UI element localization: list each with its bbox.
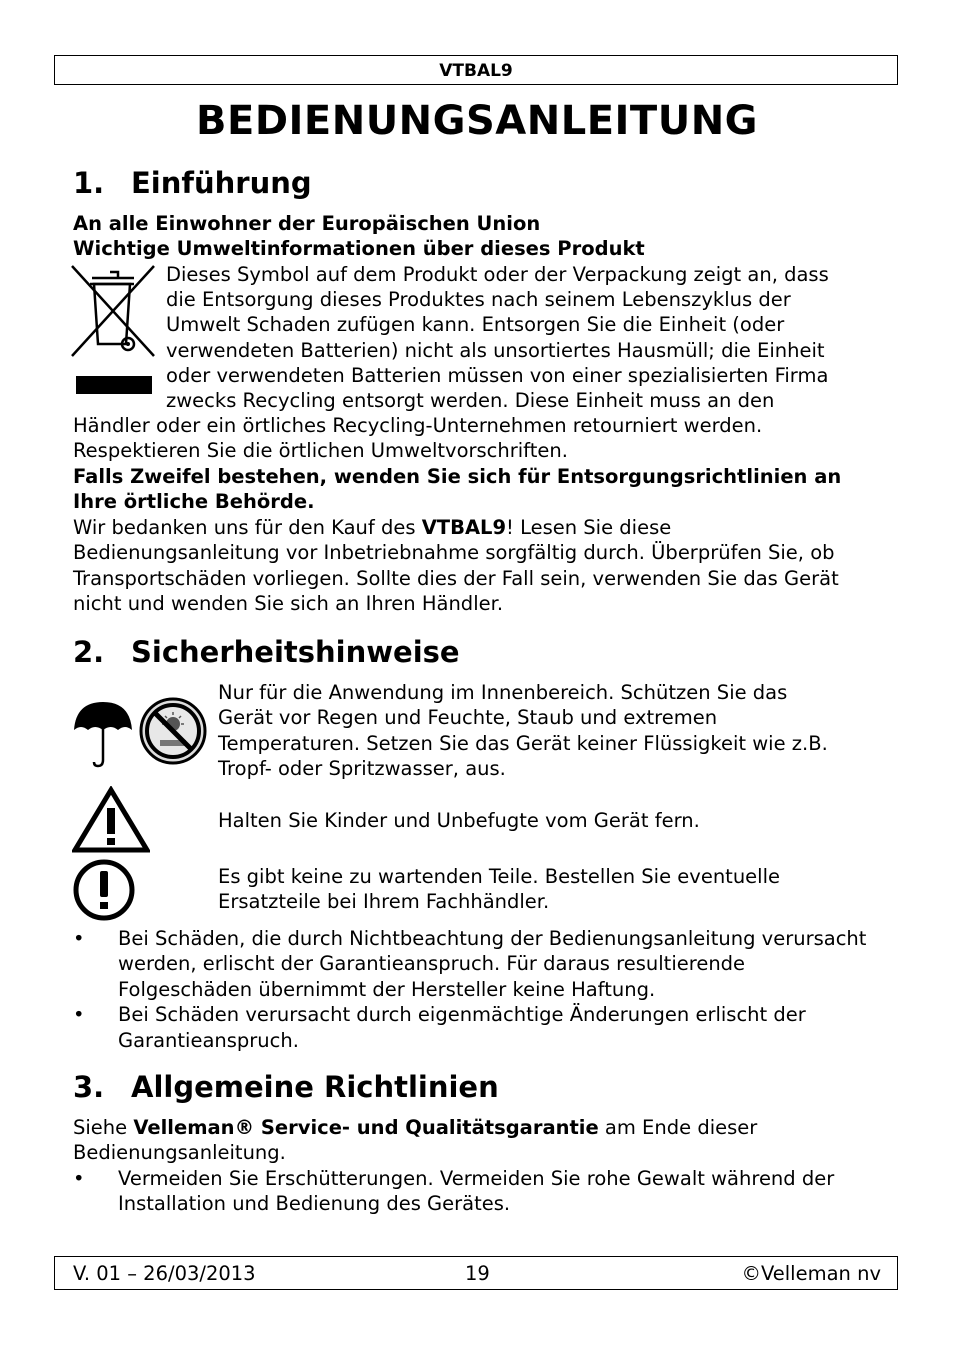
eu-residents-heading: An alle Einwohner der Europäischen Union xyxy=(73,212,541,235)
section-title: Allgemeine Richtlinien xyxy=(131,1070,499,1104)
weee-line: oder verwendeten Batterien müssen von einer spezialisierten Firma xyxy=(166,364,829,387)
indoor-use-text: Nur für die Anwendung im Innenbereich. Schützen Sie das Gerät vor Regen und Feuchte, Staub und extremen Temperaturen. Setzen Sie das Gerät keiner Flüssigkeit wie z.B. Tropf- oder Spritzwasser, aus. xyxy=(218,681,828,781)
section-number: 2. xyxy=(73,635,105,669)
children-warning-text: Halten Sie Kinder und Unbefugte vom Gerät fern. xyxy=(218,809,700,832)
exclamation-circle-icon xyxy=(72,858,136,922)
disposal-doubt-notice: Falls Zweifel bestehen, wenden Sie sich für Entsorgungsrichtlinien an Ihre örtliche Behörde. xyxy=(73,465,842,514)
list-item xyxy=(73,926,873,1002)
section-title: Einführung xyxy=(131,166,312,200)
warranty-reference-text xyxy=(73,1115,863,1166)
no-sunlight-icon xyxy=(138,696,208,766)
footer-copyright: ©Velleman nv xyxy=(741,1262,881,1285)
section-heading-safety xyxy=(73,635,460,669)
general-bullet-list xyxy=(73,1166,873,1217)
safety-bullet-list xyxy=(73,926,873,1053)
footer-page-number: 19 xyxy=(465,1262,490,1285)
thanks-model: VTBAL9 xyxy=(421,516,507,539)
section-number: 3. xyxy=(73,1070,105,1104)
bullet-dot: • xyxy=(73,1003,85,1027)
weee-tail-text: Händler oder ein örtliches Recycling-Unternehmen retourniert werden. Respektieren Sie die örtlichen Umweltvorschriften. xyxy=(73,414,763,463)
bullet-dot: • xyxy=(73,927,85,950)
warning-triangle-icon xyxy=(72,786,150,854)
page-header xyxy=(54,55,898,85)
document-title: BEDIENUNGSANLEITUNG xyxy=(196,98,758,144)
page-footer xyxy=(54,1256,898,1290)
weee-line: die Entsorgung dieses Produktes nach seinem Lebenszyklus der xyxy=(166,288,791,311)
umbrella-icon xyxy=(72,698,134,768)
section-heading-introduction xyxy=(73,166,312,200)
weee-line: verwendeten Batterien) nicht als unsortiertes Hausmüll; die Einheit xyxy=(166,339,825,362)
warranty-reference: Velleman® Service- und Qualitätsgarantie xyxy=(133,1116,599,1139)
section-number: 1. xyxy=(73,166,105,200)
list-item xyxy=(73,1166,873,1217)
crossed-bin-icon xyxy=(70,264,156,396)
list-item-text: Vermeiden Sie Erschütterungen. Vermeiden Sie rohe Gewalt während der Installation und Bedienung des Gerätes. xyxy=(118,1167,835,1216)
environment-info-heading: Wichtige Umweltinformationen über dieses Produkt xyxy=(73,237,645,260)
bullet-dot: • xyxy=(73,1167,85,1190)
header-model: VTBAL9 xyxy=(439,61,513,81)
thanks-paragraph xyxy=(73,515,873,617)
thanks-suffix: ! Lesen Sie diese Bedienungsanleitung vor Inbetriebnahme sorgfältig durch. Überprüfen Sie, ob Transportschäden vorliegen. Sollte dies der Fall sein, verwenden Sie das Gerät nicht und wenden Sie sich an Ihren Händler. xyxy=(73,516,839,616)
weee-line: Umwelt Schaden zufügen kann. Entsorgen Sie die Einheit (oder xyxy=(166,313,785,336)
section-title: Sicherheitshinweise xyxy=(131,635,460,669)
list-item xyxy=(73,1002,873,1053)
footer-version: V. 01 – 26/03/2013 xyxy=(73,1262,256,1285)
intro-prefix: Siehe xyxy=(73,1116,134,1139)
list-item-text: Bei Schäden verursacht durch eigenmächtige Änderungen erlischt der Garantieanspruch. xyxy=(118,1003,806,1052)
intro-suffix: am Ende dieser Bedienungsanleitung. xyxy=(73,1116,758,1165)
thanks-prefix: Wir bedanken uns für den Kauf des xyxy=(73,516,422,539)
weee-line: Dieses Symbol auf dem Produkt oder der Verpackung zeigt an, dass xyxy=(166,263,829,286)
spare-parts-text: Es gibt keine zu wartenden Teile. Bestellen Sie eventuelle Ersatzteile bei Ihrem Fachhändler. xyxy=(218,865,781,914)
list-item-text: Bei Schäden, die durch Nichtbeachtung der Bedienungsanleitung verursacht werden, erlischt der Garantieanspruch. Für daraus resultierende Folgeschäden übernimmt der Hersteller keine Haftung. xyxy=(118,927,867,1001)
section-heading-general xyxy=(73,1070,499,1104)
weee-line: zwecks Recycling entsorgt werden. Diese Einheit muss an den xyxy=(166,389,775,412)
